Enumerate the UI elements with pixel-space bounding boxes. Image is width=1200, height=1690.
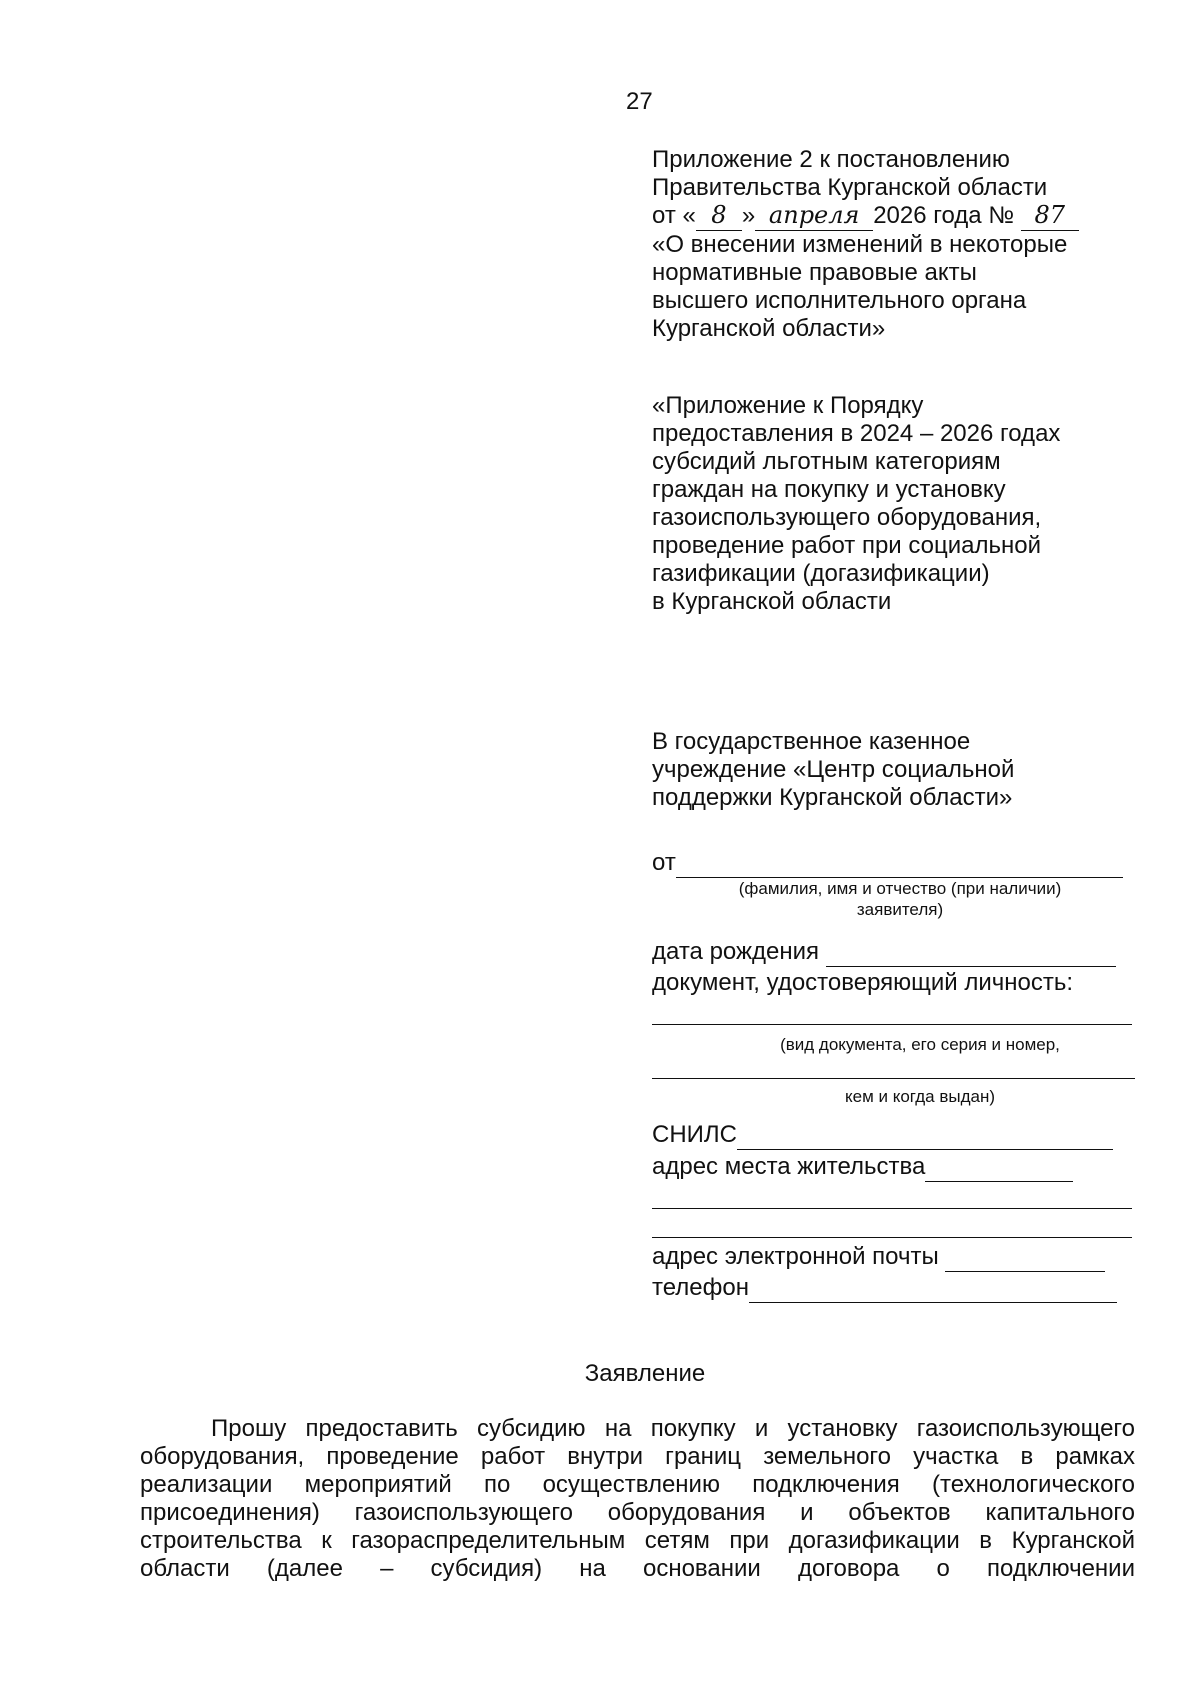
addressee-line-2: учреждение «Центр социальной [652,756,1015,783]
from-label: от [652,849,676,876]
snils-input-line[interactable] [737,1121,1113,1150]
id-document-line-2[interactable] [652,1078,1135,1079]
statement-line-3: реализации мероприятий по осуществлению подключения (технологического [140,1471,1135,1498]
from-hint-line-2: заявителя) [856,900,944,919]
statement-body [140,1415,1135,1583]
id-document-label: документ, удостоверяющий личность: [652,969,1074,996]
address-line-3[interactable] [652,1237,1132,1238]
snils-label: СНИЛС [652,1121,737,1148]
address-label: адрес места жительства [652,1153,926,1180]
from-field [652,849,1123,878]
appendix-line-7: газификации (догазификации) [652,560,990,587]
statement-title: Заявление [584,1360,706,1387]
statement-line-2: оборудования, проведение работ внутри границ земельного участка в рамках [140,1443,1135,1470]
appendix-line-4: граждан на покупку и установку [652,476,1006,503]
date-day-field [696,202,742,231]
date-year: 2026 года № [873,202,1015,229]
header-date-line [652,202,1079,231]
appendix-line-2: предоставления в 2024 – 2026 годах [652,420,1061,447]
doc-number-field [1021,202,1079,231]
id-document-hint-1: (вид документа, его серия и номер, [780,1035,1060,1054]
header-title-line-4: Курганской области» [652,315,886,342]
statement-line-4: присоединения) газоиспользующего оборудования и объектов капитального [140,1499,1135,1526]
approval-header [652,146,1079,343]
appendix-line-3: субсидий льготным категориям [652,448,1001,475]
email-label: адрес электронной почты [652,1243,939,1270]
date-prefix: от « [652,202,696,229]
phone-field [652,1274,1117,1303]
header-title-line-3: высшего исполнительного органа [652,287,1027,314]
snils-field [652,1121,1113,1150]
appendix-line-5: газоиспользующего оборудования, [652,504,1042,531]
header-line-2: Правительства Курганской области [652,174,1048,201]
appendix-heading [652,392,1060,616]
date-mid: » [741,202,756,229]
id-document-hint-2: кем и когда выдан) [844,1087,995,1106]
header-title-line-2: нормативные правовые акты [652,259,977,286]
page-number: 27 [626,88,653,115]
address-field [652,1153,1073,1182]
statement-line-6: области (далее – субсидия) на основании договора о подключении [140,1555,1135,1582]
header-line-1: Приложение 2 к постановлению [652,146,1010,173]
from-hint-line-1: (фамилия, имя и отчество (при наличии) [738,879,1062,898]
header-title-line-1: «О внесении изменений в некоторые [652,231,1068,258]
phone-label: телефон [652,1274,749,1301]
appendix-line-6: проведение работ при социальной [652,532,1041,559]
statement-line-1: Прошу предоставить субсидию на покупку и установку газоиспользующего [211,1415,1135,1442]
email-field [652,1243,1105,1272]
date-day-handwritten: 8 [711,201,727,229]
statement-line-5: строительства к газораспределительным сетям при догазификации в Курганской [140,1527,1135,1554]
date-month-field [755,202,873,231]
addressee [652,728,1014,812]
date-month-handwritten: апреля [768,201,860,229]
appendix-line-1: «Приложение к Порядку [652,392,924,419]
address-line-2[interactable] [652,1208,1132,1209]
address-input-line[interactable] [925,1153,1073,1182]
birth-date-input-line[interactable] [826,938,1116,967]
phone-input-line[interactable] [749,1274,1117,1303]
addressee-line-3: поддержки Курганской области» [652,784,1013,811]
doc-number-handwritten: 87 [1034,201,1065,229]
email-input-line[interactable] [945,1243,1105,1272]
birth-date-label: дата рождения [652,938,820,965]
appendix-line-8: в Курганской области [652,588,892,615]
addressee-line-1: В государственное казенное [652,728,971,755]
birth-date-field [652,938,1116,967]
id-document-line-1[interactable] [652,1024,1132,1025]
from-input-line[interactable] [676,849,1123,878]
from-hint [680,878,1120,920]
